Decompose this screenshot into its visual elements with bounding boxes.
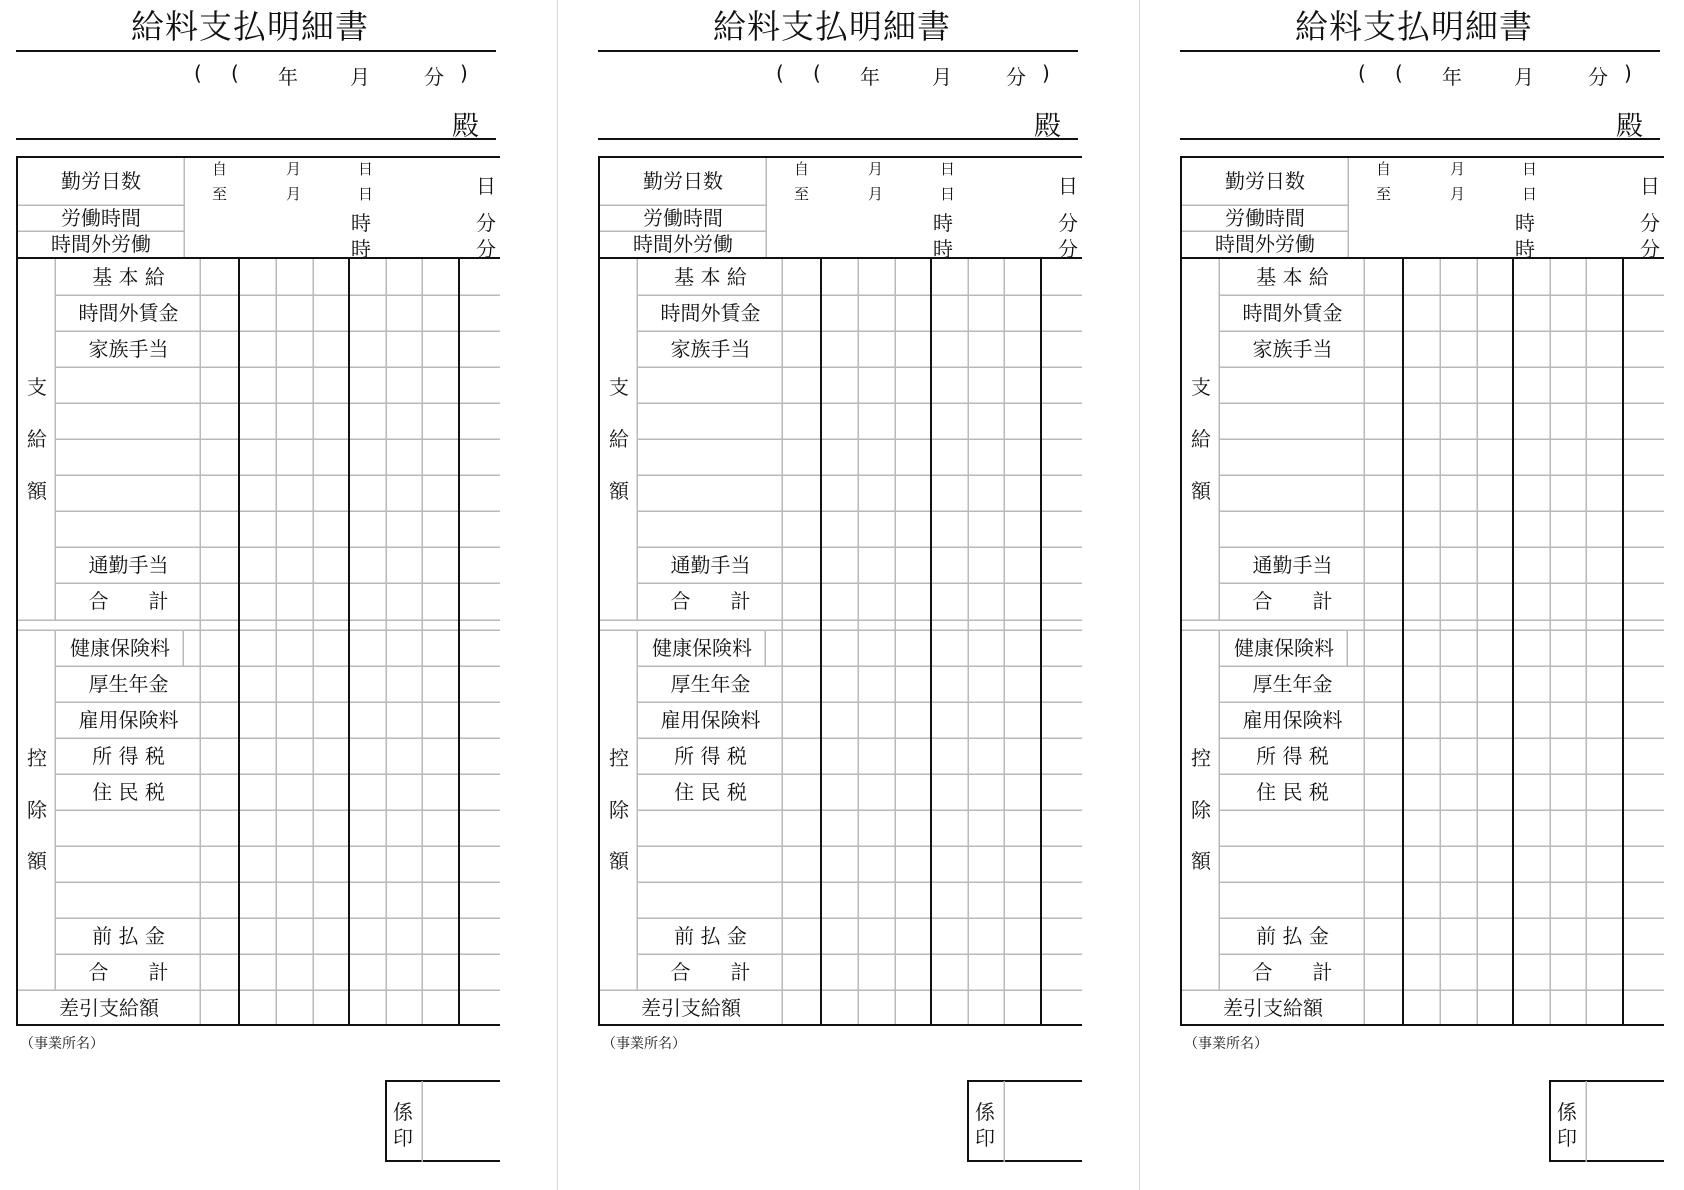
payment-item-basic-salary: 基 本 給 bbox=[1256, 265, 1329, 289]
deduction-section-label-2: 除 bbox=[27, 798, 47, 822]
to-label: 至 bbox=[794, 185, 810, 203]
period-close: ) bbox=[1042, 61, 1050, 85]
deduction-section-label-3: 額 bbox=[1191, 849, 1211, 873]
hours-hour-unit: 時 bbox=[1515, 211, 1535, 235]
deduction-section-label-2: 除 bbox=[609, 798, 629, 822]
payment-item-basic-salary: 基 本 給 bbox=[92, 265, 165, 289]
to-label: 至 bbox=[212, 185, 228, 203]
payment-item-total: 合 計 bbox=[1252, 589, 1333, 613]
deduction-item-advance-payment: 前 払 金 bbox=[1256, 924, 1329, 948]
to-day-label: 日 bbox=[358, 185, 374, 203]
deduction-item-income-tax: 所 得 税 bbox=[92, 744, 165, 768]
employer-label: （事業所名） bbox=[1184, 1036, 1268, 1052]
payment-section-label-2: 給 bbox=[609, 427, 629, 451]
to-day-label: 日 bbox=[1522, 185, 1538, 203]
deduction-item-employment-insurance: 雇用保険料 bbox=[660, 708, 761, 732]
deduction-item-income-tax: 所 得 税 bbox=[1256, 744, 1329, 768]
overtime-label: 時間外労働 bbox=[633, 232, 733, 256]
net-pay-label: 差引支給額 bbox=[59, 996, 159, 1020]
work-days-label: 勤労日数 bbox=[1225, 169, 1305, 193]
deduction-item-resident-tax: 住 民 税 bbox=[674, 780, 747, 804]
deduction-item-health-insurance: 健康保険料 bbox=[652, 636, 752, 660]
deduction-item-resident-tax: 住 民 税 bbox=[1256, 780, 1329, 804]
hours-minute-unit: 分 bbox=[1058, 211, 1078, 235]
payment-section-label-3: 額 bbox=[27, 479, 47, 503]
deduction-section-label-1: 控 bbox=[609, 746, 629, 770]
deduction-item-resident-tax: 住 民 税 bbox=[92, 780, 165, 804]
work-days-label: 勤労日数 bbox=[61, 169, 141, 193]
stamp-label-1: 係 bbox=[975, 1100, 995, 1124]
deduction-item-pension: 厚生年金 bbox=[1252, 672, 1333, 696]
payslip-3 bbox=[1164, 0, 1664, 1190]
hours-hour-unit: 時 bbox=[933, 211, 953, 235]
slip-title: 給料支払明細書 bbox=[713, 7, 951, 46]
to-day-label: 日 bbox=[940, 185, 956, 203]
deduction-item-health-insurance: 健康保険料 bbox=[1234, 636, 1334, 660]
net-pay-label: 差引支給額 bbox=[1223, 996, 1323, 1020]
to-month-label: 月 bbox=[1450, 185, 1466, 203]
period-year: 年 bbox=[278, 65, 298, 89]
payslip-2 bbox=[582, 0, 1082, 1190]
overtime-minute-unit: 分 bbox=[476, 237, 496, 261]
employer-label: （事業所名） bbox=[20, 1036, 104, 1052]
hours-minute-unit: 分 bbox=[476, 211, 496, 235]
stamp-label-2: 印 bbox=[1557, 1126, 1577, 1150]
to-label: 至 bbox=[1376, 185, 1392, 203]
payment-item-total: 合 計 bbox=[88, 589, 169, 613]
from-month-label: 月 bbox=[286, 160, 302, 178]
from-label: 自 bbox=[1376, 160, 1392, 178]
period-part: 分 bbox=[424, 65, 444, 89]
deduction-item-total: 合 計 bbox=[670, 960, 751, 984]
deduction-item-pension: 厚生年金 bbox=[670, 672, 751, 696]
deduction-section-label-1: 控 bbox=[1191, 746, 1211, 770]
period-open-2: ( bbox=[813, 61, 821, 85]
work-hours-label: 労働時間 bbox=[643, 206, 723, 230]
from-day-label: 日 bbox=[940, 160, 956, 178]
overtime-label: 時間外労働 bbox=[51, 232, 151, 256]
work-hours-label: 労働時間 bbox=[1225, 206, 1305, 230]
deduction-section-label-2: 除 bbox=[1191, 798, 1211, 822]
deduction-item-pension: 厚生年金 bbox=[88, 672, 169, 696]
honorific-label: 殿 bbox=[1034, 111, 1061, 142]
payment-section-label-2: 給 bbox=[27, 427, 47, 451]
net-pay-label: 差引支給額 bbox=[641, 996, 741, 1020]
period-part: 分 bbox=[1006, 65, 1026, 89]
period-open-1: ( bbox=[194, 61, 202, 85]
deduction-item-employment-insurance: 雇用保険料 bbox=[78, 708, 179, 732]
payment-item-overtime-pay: 時間外賃金 bbox=[78, 301, 179, 325]
slip-divider-2 bbox=[1139, 0, 1140, 1190]
payment-section-label-3: 額 bbox=[1191, 479, 1211, 503]
period-year: 年 bbox=[860, 65, 880, 89]
slip-title: 給料支払明細書 bbox=[131, 7, 369, 46]
payment-item-commute-allowance: 通勤手当 bbox=[88, 553, 169, 577]
overtime-minute-unit: 分 bbox=[1640, 237, 1660, 261]
employer-label: （事業所名） bbox=[602, 1036, 686, 1052]
period-open-1: ( bbox=[776, 61, 784, 85]
deduction-item-total: 合 計 bbox=[88, 960, 169, 984]
deduction-item-total: 合 計 bbox=[1252, 960, 1333, 984]
hours-minute-unit: 分 bbox=[1640, 211, 1660, 235]
payment-item-basic-salary: 基 本 給 bbox=[674, 265, 747, 289]
from-label: 自 bbox=[212, 160, 228, 178]
stamp-label-2: 印 bbox=[975, 1126, 995, 1150]
stamp-label-1: 係 bbox=[1557, 1100, 1577, 1124]
period-month: 月 bbox=[350, 65, 370, 89]
payment-item-family-allowance: 家族手当 bbox=[670, 337, 751, 361]
payslip-1 bbox=[0, 0, 500, 1190]
period-open-2: ( bbox=[1395, 61, 1403, 85]
payment-item-family-allowance: 家族手当 bbox=[88, 337, 169, 361]
period-month: 月 bbox=[932, 65, 952, 89]
overtime-minute-unit: 分 bbox=[1058, 237, 1078, 261]
payment-item-overtime-pay: 時間外賃金 bbox=[660, 301, 761, 325]
overtime-hour-unit: 時 bbox=[933, 237, 953, 261]
from-day-label: 日 bbox=[1522, 160, 1538, 178]
payment-item-commute-allowance: 通勤手当 bbox=[1252, 553, 1333, 577]
honorific-label: 殿 bbox=[452, 111, 479, 142]
period-open-1: ( bbox=[1358, 61, 1366, 85]
honorific-label: 殿 bbox=[1616, 111, 1643, 142]
deduction-section-label-3: 額 bbox=[27, 849, 47, 873]
payment-section-label-1: 支 bbox=[1191, 375, 1211, 399]
overtime-hour-unit: 時 bbox=[351, 237, 371, 261]
from-label: 自 bbox=[794, 160, 810, 178]
payment-section-label-1: 支 bbox=[27, 375, 47, 399]
stamp-label-1: 係 bbox=[393, 1100, 413, 1124]
from-month-label: 月 bbox=[1450, 160, 1466, 178]
deduction-item-advance-payment: 前 払 金 bbox=[674, 924, 747, 948]
payment-item-total: 合 計 bbox=[670, 589, 751, 613]
slip-title: 給料支払明細書 bbox=[1295, 7, 1533, 46]
payment-item-overtime-pay: 時間外賃金 bbox=[1242, 301, 1343, 325]
deduction-item-advance-payment: 前 払 金 bbox=[92, 924, 165, 948]
from-month-label: 月 bbox=[868, 160, 884, 178]
period-year: 年 bbox=[1442, 65, 1462, 89]
period-close: ) bbox=[460, 61, 468, 85]
deduction-item-income-tax: 所 得 税 bbox=[674, 744, 747, 768]
payment-section-label-1: 支 bbox=[609, 375, 629, 399]
stamp-label-2: 印 bbox=[393, 1126, 413, 1150]
deduction-section-label-1: 控 bbox=[27, 746, 47, 770]
to-month-label: 月 bbox=[286, 185, 302, 203]
payment-section-label-3: 額 bbox=[609, 479, 629, 503]
payment-item-commute-allowance: 通勤手当 bbox=[670, 553, 751, 577]
slip-divider-1 bbox=[557, 0, 558, 1190]
days-unit-label: 日 bbox=[476, 174, 496, 198]
period-part: 分 bbox=[1588, 65, 1608, 89]
period-month: 月 bbox=[1514, 65, 1534, 89]
deduction-item-health-insurance: 健康保険料 bbox=[70, 636, 170, 660]
to-month-label: 月 bbox=[868, 185, 884, 203]
days-unit-label: 日 bbox=[1058, 174, 1078, 198]
payment-item-family-allowance: 家族手当 bbox=[1252, 337, 1333, 361]
deduction-item-employment-insurance: 雇用保険料 bbox=[1242, 708, 1343, 732]
hours-hour-unit: 時 bbox=[351, 211, 371, 235]
overtime-label: 時間外労働 bbox=[1215, 232, 1315, 256]
period-open-2: ( bbox=[231, 61, 239, 85]
payment-section-label-2: 給 bbox=[1191, 427, 1211, 451]
work-days-label: 勤労日数 bbox=[643, 169, 723, 193]
from-day-label: 日 bbox=[358, 160, 374, 178]
deduction-section-label-3: 額 bbox=[609, 849, 629, 873]
overtime-hour-unit: 時 bbox=[1515, 237, 1535, 261]
work-hours-label: 労働時間 bbox=[61, 206, 141, 230]
period-close: ) bbox=[1624, 61, 1632, 85]
days-unit-label: 日 bbox=[1640, 174, 1660, 198]
